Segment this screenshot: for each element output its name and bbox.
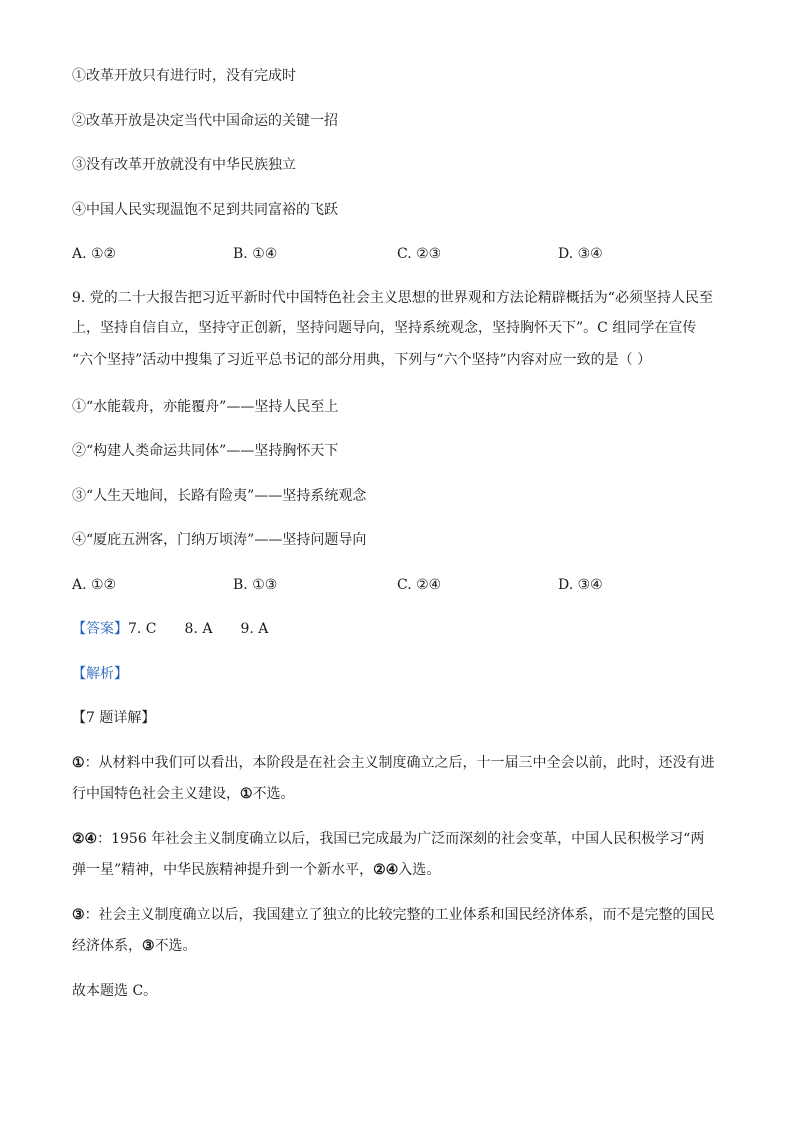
q8-option-d: D. ③④ (558, 246, 603, 262)
detail-p3-line-2 (72, 936, 197, 956)
q8-item-3: ③没有改革开放就没有中华民族独立 (72, 157, 296, 173)
detail-p3-line-1 (72, 905, 715, 925)
detail-p1-line-2 (72, 784, 295, 804)
detail-p3-tail: 不选。 (154, 938, 197, 954)
detail-p3-mark: ③ (72, 907, 85, 923)
detail-p1-mark: ① (72, 755, 85, 771)
answer-8: 8. A (184, 621, 213, 637)
q9-stem-line-1: 9. 党的二十大报告把习近平新时代中国特色社会主义思想的世界观和方法论精辟概括为“必须坚持人民至 (72, 290, 713, 306)
detail-p3-text: ：社会主义制度确立以后，我国建立了独立的比较完整的工业体系和国民经济体系，而不是完整的国民 (84, 907, 715, 923)
q9-option-d: D. ③④ (558, 577, 603, 593)
answer-line (72, 619, 268, 639)
answer-label: 【答案】 (72, 621, 128, 637)
q9-item-3: ③“人生天地间，长路有险夷”——坚持系统观念 (72, 488, 367, 504)
q8-item-1: ①改革开放只有进行时，没有完成时 (72, 68, 296, 84)
q9-option-b: B. ①③ (233, 577, 278, 593)
detail-p2-text-2: 弹一星”精神，中华民族精神提升到一个新水平， (72, 862, 374, 878)
detail-p2-tail: 入选。 (398, 862, 441, 878)
q9-item-2: ②“构建人类命运共同体”——坚持胸怀天下 (72, 443, 339, 459)
detail-label: 【7 题详解】 (72, 710, 156, 726)
detail-p1-line-1 (72, 753, 715, 773)
conclusion: 故本题选 C。 (72, 983, 158, 999)
detail-p2-mark: ②④ (72, 831, 98, 847)
q8-option-a: A. ①② (72, 246, 117, 262)
detail-p2-text: ：1956 年社会主义制度确立以后，我国已完成最为广泛而深刻的社会变革，中国人民积极学习“两 (97, 831, 705, 847)
detail-p2-mark-2: ②④ (373, 862, 399, 878)
detail-p2-line-1 (72, 829, 704, 849)
answer-9: 9. A (240, 621, 269, 637)
q9-stem-line-3: “六个坚持”活动中搜集了习近平总书记的部分用典，下列与“六个坚持”内容对应一致的是（ ） (72, 352, 652, 368)
detail-p3-text-2: 经济体系， (72, 938, 142, 954)
q9-item-1: ①“水能载舟，亦能覆舟”——坚持人民至上 (72, 399, 339, 415)
q9-option-a: A. ①② (72, 577, 117, 593)
detail-p3-mark-2: ③ (142, 938, 155, 954)
q8-item-4: ④中国人民实现温饱不足到共同富裕的飞跃 (72, 202, 338, 218)
detail-p1-text: ：从材料中我们可以看出，本阶段是在社会主义制度确立之后，十一届三中全会以前，此时，还没有进 (84, 755, 715, 771)
analysis-label: 【解析】 (72, 666, 128, 682)
q8-option-c: C. ②③ (397, 246, 442, 262)
q8-item-2: ②改革开放是决定当代中国命运的关键一招 (72, 113, 338, 129)
detail-p2-line-2 (72, 860, 440, 880)
q8-options (72, 244, 722, 264)
answer-7: 7. C (128, 621, 157, 637)
q9-options (72, 575, 722, 595)
detail-p1-tail: 不选。 (252, 786, 295, 802)
q9-item-4: ④“厦庇五洲客，门纳万顷涛”——坚持问题导向 (72, 532, 367, 548)
q8-option-b: B. ①④ (233, 246, 278, 262)
q9-stem-line-2: 上，坚持自信自立，坚持守正创新，坚持问题导向，坚持系统观念，坚持胸怀天下”。C 组同学在宣传 (72, 320, 697, 336)
detail-p1-mark-2: ① (240, 786, 253, 802)
q9-option-c: C. ②④ (397, 577, 442, 593)
detail-p1-text-2: 行中国特色社会主义建设， (72, 786, 240, 802)
